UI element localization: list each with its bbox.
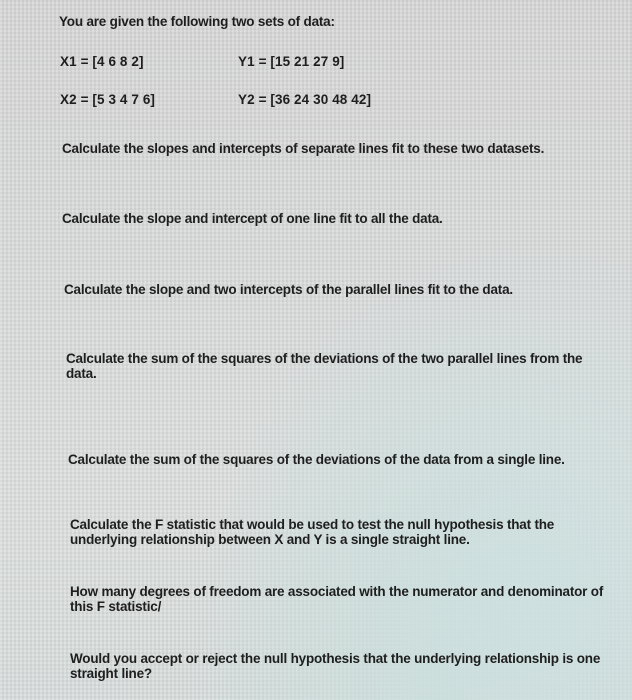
question-2: Calculate the slope and intercept of one line fit to all the data.	[62, 211, 443, 226]
dataset-y2: Y2 = [36 24 30 48 42]	[238, 92, 372, 107]
intro-text: You are given the following two sets of data:	[59, 14, 335, 29]
question-6: Calculate the F statistic that would be used to test the null hypothesis that the underlying relationship between X and Y is a single straight line.	[70, 517, 555, 547]
dataset-x1: X1 = [4 6 8 2]	[60, 54, 144, 69]
question-8: Would you accept or reject the null hypothesis that the underlying relationship is one straight line?	[70, 651, 601, 681]
dataset-x2: X2 = [5 3 4 7 6]	[60, 92, 156, 107]
dataset-y1: Y1 = [15 21 27 9]	[238, 54, 345, 69]
question-7: How many degrees of freedom are associated with the numerator and denominator of this F statistic/	[70, 584, 604, 614]
question-1: Calculate the slopes and intercepts of separate lines fit to these two datasets.	[62, 141, 545, 156]
question-3: Calculate the slope and two intercepts of the parallel lines fit to the data.	[64, 282, 513, 297]
question-4: Calculate the sum of the squares of the deviations of the two parallel lines from the data.	[66, 351, 583, 381]
question-5: Calculate the sum of the squares of the deviations of the data from a single line.	[68, 452, 565, 467]
